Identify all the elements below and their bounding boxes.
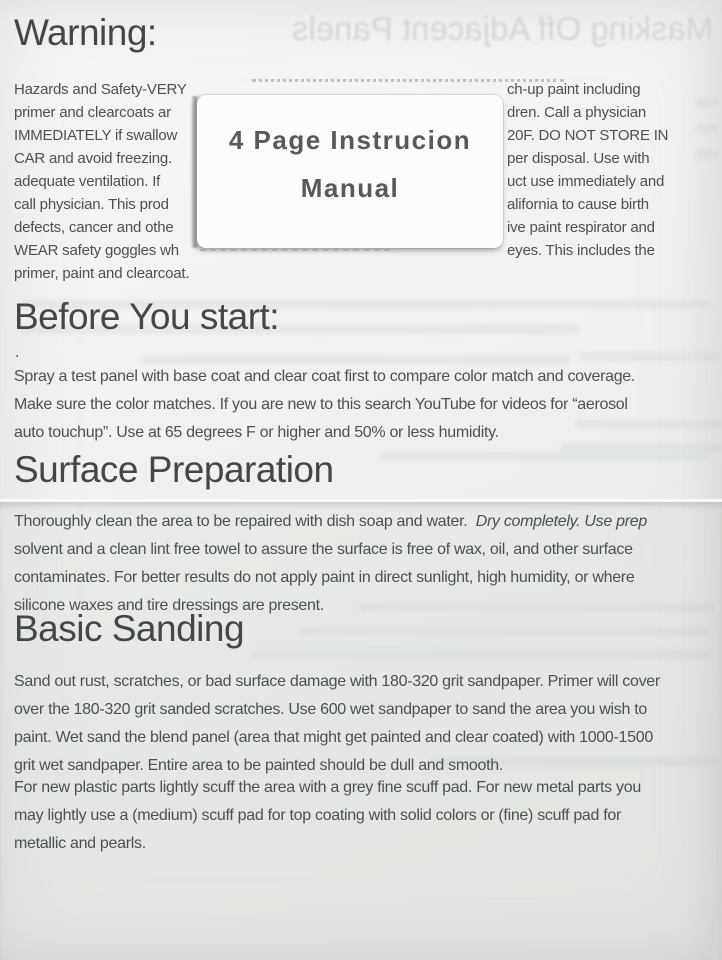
warning-line-full: primer, paint and clearcoat. [14,265,190,282]
basic-sanding-line: Sand out rust, scratches, or bad surface damage with 180-320 grit sandpaper. Primer will cover [14,673,660,690]
warning-line-right: per disposal. Use with [507,150,650,167]
surface-preparation-line-italic: Dry completely. Use prep [475,513,647,530]
ghost-smudge [380,452,710,461]
warning-line-right: alifornia to cause birth [507,196,649,213]
warning-line-left: primer and clearcoats ar [14,104,171,121]
sticker-title-line2: Manual [300,173,400,203]
before-you-start-line: auto touchup”. Use at 65 degrees F or higher and 50% or less humidity. [14,424,499,441]
warning-line-left: IMMEDIATELY if swallow [14,127,178,144]
warning-line-left: defects, cancer and othe [14,219,174,236]
before-you-start-heading: Before You start: [14,296,280,337]
surface-preparation-heading: Surface Preparation [14,449,334,490]
scuff-pad-line: may lightly use a (medium) scuff pad for top coating with solid colors or (fine) scuff pad for [14,807,622,824]
sticker-perforation-dots [252,79,564,82]
surface-preparation-line: silicone waxes and tire dressings are present. [14,597,324,614]
warning-line-left: call physician. This prod [14,196,169,213]
before-you-start-line: Make sure the color matches. If you are new to this search YouTube for videos for “aerosol [14,396,628,413]
warning-line-right: ive paint respirator and [507,219,655,236]
ghost-smudge [580,352,720,361]
warning-line-left: adequate ventilation. If [14,173,161,190]
basic-sanding-line: over the 180-320 grit sanded scratches. Use 600 wet sandpaper to sand the area you wish to [14,701,647,718]
stray-ink-dot: . [15,344,20,361]
warning-line-right: ch-up paint including [507,81,641,98]
surface-preparation-line-normal: Thoroughly clean the area to be repaired with dish soap and water. [14,513,476,530]
warning-line-right: dren. Call a physician [507,104,647,121]
scuff-pad-line: For new plastic parts lightly scuff the area with a grey fine scuff pad. For new metal parts you [14,779,641,796]
ghost-bleedthrough-heading: Masking Off Adjacent Panels [291,10,714,47]
basic-sanding-line: grit wet sandpaper. Entire area to be painted should be dull and smooth. [14,757,503,774]
surface-preparation-line [14,508,714,536]
warning-line-left: CAR and avoid freezing. [14,150,172,167]
instruction-manual-sticker [197,95,503,248]
sticker-title-line1: 4 Page Instrucion [228,125,472,155]
warning-line-right: uct use immediately and [507,173,665,190]
warning-heading: Warning: [14,12,157,53]
warning-line-right: eyes. This includes the [507,242,655,259]
warning-line-left: WEAR safety goggles wh [14,242,179,259]
warning-line-right: 20F. DO NOT STORE IN [507,127,669,144]
basic-sanding-line: paint. Wet sand the blend panel (area that might get painted and clear coated) with 1000-1500 [14,729,653,746]
surface-preparation-line: contaminates. For better results do not apply paint in direct sunlight, high humidity, or where [14,569,635,586]
before-you-start-line: Spray a test panel with base coat and clear coat first to compare color match and coverage. [14,368,636,385]
sticker-bottom-dashes [200,249,390,251]
basic-sanding-heading: Basic Sanding [14,608,245,649]
warning-line-left: Hazards and Safety-VERY [14,81,187,98]
surface-preparation-line: solvent and a clean lint free towel to assure the surface is free of wax, oil, and other surface [14,541,633,558]
scuff-pad-line: metallic and pearls. [14,835,146,852]
warning-line [0,262,722,285]
